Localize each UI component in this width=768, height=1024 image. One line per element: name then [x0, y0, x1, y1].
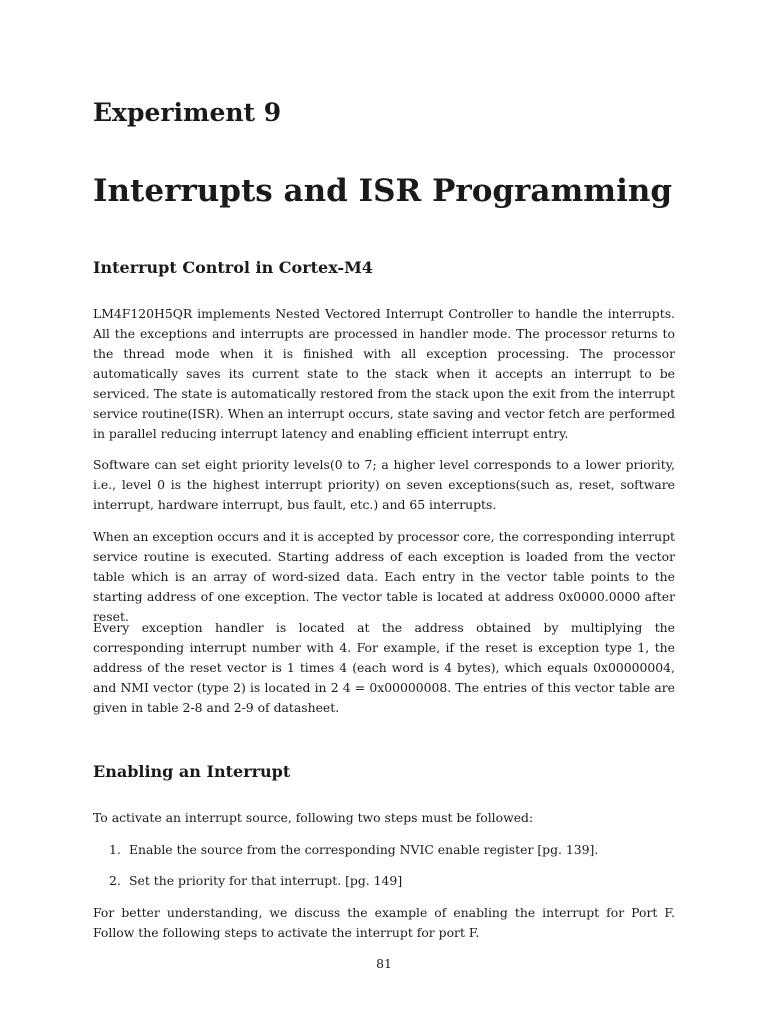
list-item-text: Set the priority for that interrupt. [pg. 149] — [129, 873, 403, 888]
list-item-step-1 — [109, 840, 669, 860]
paragraph-port-f-example: For better understanding, we discuss the example of enabling the interrupt for Port F. Follow the following steps to activate the interrupt for port F. — [93, 905, 675, 940]
paragraph-exception-handling: When an exception occurs and it is accepted by processor core, the corresponding interrupt service routine is executed. Starting address of each exception is loaded from the vector table which is an array of word-sized data. Each entry in the vector table points to the starting address of one exception. The vector table is located at address 0x0000.0000 after reset. — [93, 529, 675, 624]
chapter-label: Experiment 9 — [93, 98, 282, 127]
page-number: 81 — [376, 956, 392, 971]
section-heading-enabling-interrupt: Enabling an Interrupt — [93, 762, 291, 781]
paragraph-activate-intro: To activate an interrupt source, following two steps must be followed: — [93, 810, 534, 825]
paragraph-nvic-overview: LM4F120H5QR implements Nested Vectored Interrupt Controller to handle the interrupts. All the exceptions and interrupts are processed in handler mode. The processor returns to the thread mode when it is finished with all exception processing. The processor automatically saves its current state to the stack when it accepts an interrupt to be serviced. The state is automatically restored from the stack upon the exit from the interrupt service routine(ISR). When an interrupt occurs, state saving and vector fetch are performed in parallel reducing interrupt latency and enabling efficient interrupt entry. — [93, 306, 675, 441]
chapter-title: Interrupts and ISR Programming — [93, 173, 673, 209]
paragraph-priority-levels: Software can set eight priority levels(0 to 7; a higher level corresponds to a lower priority, i.e., level 0 is the highest interrupt priority) on seven exceptions(such as, reset, software interrupt, hardware interrupt, bus fault, etc.) and 65 interrupts. — [93, 457, 675, 512]
paragraph-vector-address: Every exception handler is located at the address obtained by multiplying the corresponding interrupt number with 4. For example, if the reset is exception type 1, the address of the reset vector is 1 times 4 (each word is 4 bytes), which equals 0x00000004, and NMI vector (type 2) is located in 2 4 = 0x00000008. The entries of this vector table are given in table 2-8 and 2-9 of datasheet. — [93, 620, 675, 715]
list-item-step-2 — [109, 871, 669, 891]
list-item-text: Enable the source from the corresponding NVIC enable register [pg. 139]. — [129, 842, 599, 857]
list-item-number: 1. — [109, 842, 121, 857]
list-item-number: 2. — [109, 873, 121, 888]
section-heading-interrupt-control: Interrupt Control in Cortex-M4 — [93, 258, 373, 277]
